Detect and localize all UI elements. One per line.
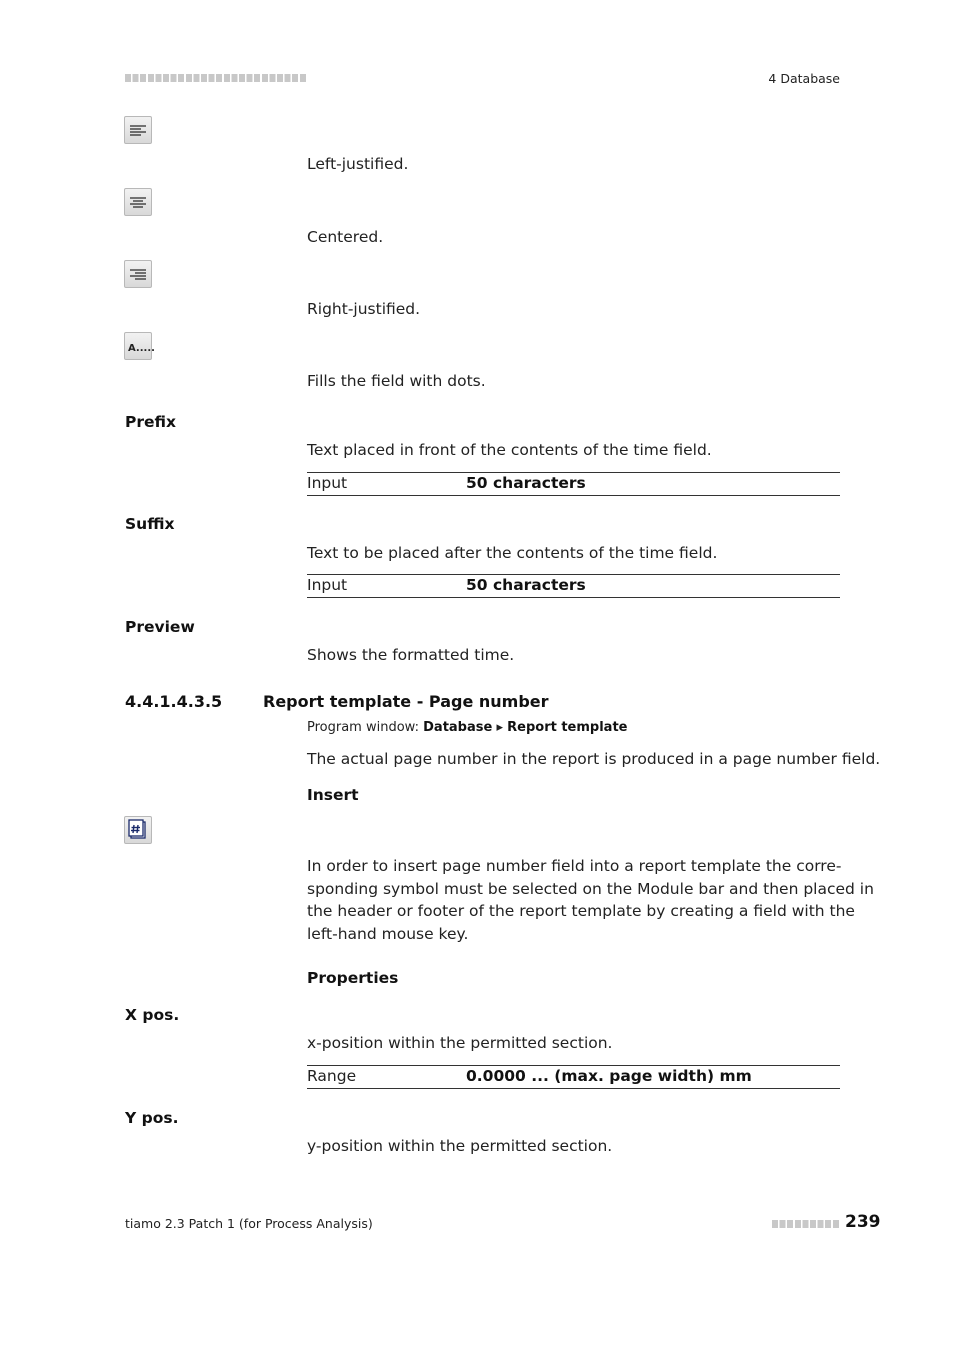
xpos-range-value: 0.0000 ... (max. page width) mm: [466, 1067, 752, 1085]
breadcrumb-prefix: Program window:: [307, 720, 419, 735]
suffix-description: Text to be placed after the contents of the time field.: [307, 544, 718, 562]
insert-text: [307, 855, 874, 945]
preview-label: Preview: [125, 618, 195, 636]
align-center-icon: [124, 188, 152, 216]
fill-dots-icon: [124, 332, 155, 360]
suffix-input-table: [307, 574, 840, 598]
insert-heading: Insert: [307, 786, 359, 804]
align-left-description: Left-justified.: [307, 155, 409, 173]
xpos-description: x-position within the permitted section.: [307, 1034, 613, 1052]
section-number: 4.4.1.4.3.5: [125, 692, 223, 711]
breadcrumb-separator: ▸: [496, 720, 503, 735]
prefix-label: Prefix: [125, 413, 177, 431]
prefix-description: Text placed in front of the contents of the time field.: [307, 441, 712, 459]
breadcrumb: [307, 720, 627, 735]
ypos-description: y-position within the permitted section.: [307, 1137, 613, 1155]
align-left-icon: [124, 116, 152, 144]
xpos-range-table: [307, 1065, 840, 1089]
footer-product: tiamo 2.3 Patch 1 (for Process Analysis): [125, 1216, 373, 1231]
align-right-description: Right-justified.: [307, 300, 421, 318]
suffix-input-value: 50 characters: [466, 576, 586, 594]
prefix-input-table: [307, 472, 840, 496]
breadcrumb-report-template: Report template: [507, 720, 628, 735]
header-decoration-dots: [125, 74, 307, 82]
footer-decoration-dots: [772, 1220, 840, 1228]
fill-dots-icon-text: A.....: [128, 343, 155, 354]
xpos-label: X pos.: [125, 1006, 180, 1024]
page-number-icon: [124, 816, 152, 844]
insert-text-line: sponding symbol must be selected on the Module bar and then placed in: [307, 879, 874, 898]
insert-text-line: left-hand mouse key.: [307, 924, 469, 943]
ypos-label: Y pos.: [125, 1109, 179, 1127]
suffix-label: Suffix: [125, 515, 175, 533]
insert-text-line: the header or footer of the report template by creating a field with the: [307, 902, 855, 920]
prefix-input-key: Input: [307, 474, 348, 492]
insert-text-line: In order to insert page number field into a report template the corre-: [307, 857, 842, 875]
header-chapter: 4 Database: [768, 71, 840, 86]
suffix-input-key: Input: [307, 576, 348, 594]
breadcrumb-database: Database: [423, 720, 493, 735]
xpos-range-key: Range: [307, 1067, 357, 1085]
properties-heading: Properties: [307, 969, 399, 987]
align-right-icon: [124, 260, 152, 288]
prefix-input-value: 50 characters: [466, 474, 586, 492]
align-center-description: Centered.: [307, 228, 384, 246]
fill-dots-description: Fills the field with dots.: [307, 372, 486, 390]
preview-description: Shows the formatted time.: [307, 646, 515, 664]
section-intro: The actual page number in the report is produced in a page number field.: [307, 750, 881, 768]
section-title: Report template - Page number: [263, 692, 549, 711]
page-number: 239: [845, 1212, 881, 1232]
